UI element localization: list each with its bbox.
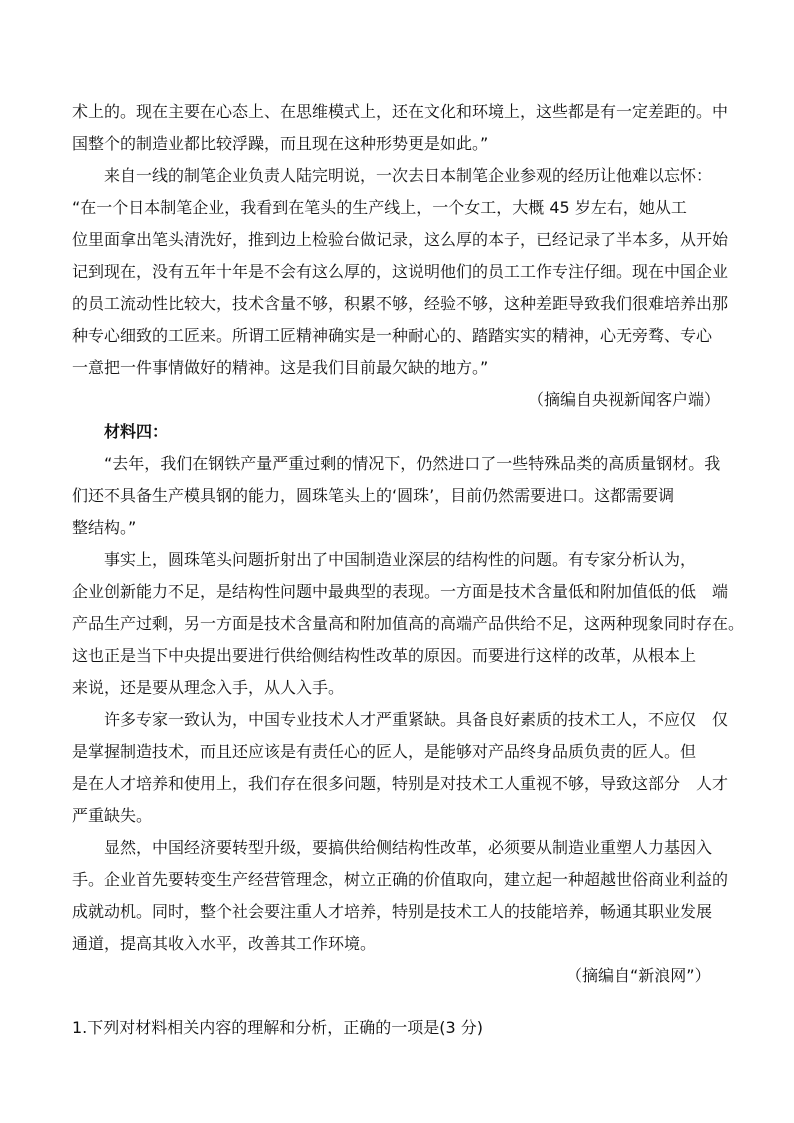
text-line: 是掌握制造技术，而且还应该是有责任心的匠人，是能够对产品终身品质负责的匠人。但 <box>72 742 697 761</box>
text-line: 显然，中国经济要转型升级，要搞供给侧结构性改革，必须要从制造业重塑人力基因入 <box>104 838 713 857</box>
text-line: 是在人才培养和使用上，我们存在很多问题，特别是对技术工人重视不够，导致这部分 人才 <box>72 774 729 793</box>
text-line: 的员工流动性比较大，技术含量不够，积累不够，经验不够，这种差距导致我们很难培养出那 <box>72 294 729 313</box>
text-line: 术上的。现在主要在心态上、在思维模式上，还在文化和环境上，这些都是有一定差距的。中 <box>72 102 729 121</box>
text-line: 来说，还是要从理念入手，从人入手。 <box>72 678 345 697</box>
source-citation: （摘编自央视新闻客户端） <box>528 390 721 409</box>
text-line: 产品生产过剩，另一方面是技术含量高和附加值高的高端产品供给不足，这两种现象同时存在。 <box>72 614 745 633</box>
text-line: “在一个日本制笔企业，我看到在笔头的生产线上，一个女工，大概 45 岁左右，她从工 <box>72 198 687 217</box>
text-line: 这也正是当下中央提出要进行供给侧结构性改革的原因。而要进行这样的改革，从根本上 <box>72 646 697 665</box>
section-heading: 材料四： <box>104 422 169 441</box>
text-line: 位里面拿出笔头清洗好，推到边上检验台做记录，这么厚的本子，已经记录了半本多，从开始 <box>72 230 729 249</box>
text-line: 来自一线的制笔企业负责人陆完明说，一次去日本制笔企业参观的经历让他难以忘怀： <box>104 166 713 185</box>
text-line: “去年，我们在钢铁产量严重过剩的情况下，仍然进口了一些特殊品类的高质量钢材。我 <box>104 454 721 473</box>
text-line: 种专心细致的工匠来。所谓工匠精神确实是一种耐心的、踏踏实实的精神，心无旁骛、专心 <box>72 326 713 345</box>
text-line: 许多专家一致认为，中国专业技术人才严重紧缺。具备良好素质的技术工人，不应仅 仅 <box>104 710 729 729</box>
text-line: 通道，提高其收入水平，改善其工作环境。 <box>72 934 377 953</box>
text-line: 企业创新能力不足，是结构性问题中最典型的表现。一方面是技术含量低和附加值低的低 端 <box>72 582 729 601</box>
text-line: 成就动机。同时，整个社会要注重人才培养，特别是技术工人的技能培养，畅通其职业发展 <box>72 902 713 921</box>
text-line: 事实上，圆珠笔头问题折射出了中国制造业深层的结构性的问题。有专家分析认为， <box>104 550 697 569</box>
text-line: 国整个的制造业都比较浮躁，而且现在这种形势更是如此。” <box>72 134 489 153</box>
text-line: 记到现在，没有五年十年是不会有这么厚的，这说明他们的员工工作专注仔细。现在中国企业 <box>72 262 729 281</box>
text-line: 一意把一件事情做好的精神。这是我们目前最欠缺的地方。” <box>72 358 489 377</box>
source-citation: （摘编自“新浪网”） <box>566 966 711 985</box>
text-line: 严重缺失。 <box>72 806 153 825</box>
text-line: 手。企业首先要转变生产经营管理念，树立正确的价值取向，建立起一种超越世俗商业利益的 <box>72 870 729 889</box>
text-line: 们还不具备生产模具钢的能力，圆珠笔头上的‘圆珠’，目前仍然需要进口。这都需要调 <box>72 486 675 505</box>
text-line: 整结构。” <box>72 518 137 537</box>
question-text: 1.下列对材料相关内容的理解和分析，正确的一项是(3 分) <box>72 1018 484 1037</box>
